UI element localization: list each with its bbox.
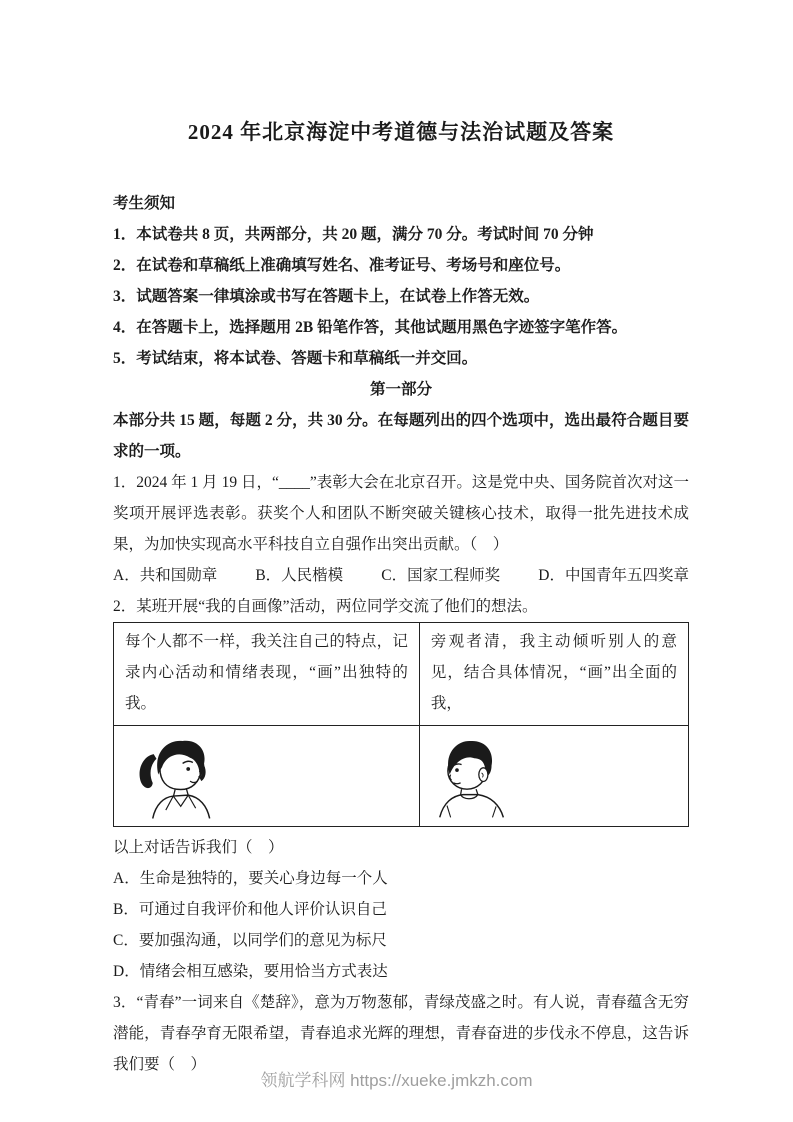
page-title: 2024 年北京海淀中考道德与法治试题及答案 bbox=[187, 120, 615, 144]
notice-item-2: 2．在试卷和草稿纸上准确填写姓名、准考证号、考场号和座位号。 bbox=[113, 257, 571, 274]
q1-option-d: D．中国青年五四奖章 bbox=[538, 567, 689, 584]
q2-table-left-image-cell bbox=[114, 726, 420, 827]
q2-table-left-text: 每个人都不一样，我关注自己的特点，记录内心活动和情绪表现，“画”出独特的我。 bbox=[114, 623, 420, 726]
q2-question: 以上对话告诉我们（ ） bbox=[113, 839, 284, 856]
q1-option-a: A．共和国勋章 bbox=[113, 567, 218, 584]
q1-stem: 1．2024 年 1 月 19 日，“____”表彰大会在北京召开。这是党中央、国务院首次对这一奖项开展评选表彰。获奖个人和团队不断突破关键核心技术，取得一批先进技术成果，为加快实现高水平科技自立自强作出突出贡献。（ ） bbox=[113, 474, 689, 553]
page-content bbox=[113, 0, 689, 1080]
notice-item-4: 4．在答题卡上，选择题用 2B 铅笔作答，其他试题用黑色字迹签字笔作答。 bbox=[113, 319, 628, 336]
q2-option-b: B．可通过自我评价和他人评价认识自己 bbox=[113, 901, 387, 918]
notice-item-3: 3．试题答案一律填涂或书写在答题卡上，在试卷上作答无效。 bbox=[113, 288, 540, 305]
q2-table-right-image-cell bbox=[419, 726, 688, 827]
notice-heading: 考生须知 bbox=[113, 195, 176, 212]
q2-option-d: D．情绪会相互感染，要用恰当方式表达 bbox=[113, 963, 388, 980]
q2-stem: 2．某班开展“我的自画像”活动，两位同学交流了他们的想法。 bbox=[113, 598, 538, 615]
q2-table-right-text: 旁观者清，我主动倾听别人的意见，结合具体情况，“画”出全面的我， bbox=[419, 623, 688, 726]
q1-options-row bbox=[113, 560, 689, 591]
q2-dialogue-table bbox=[113, 622, 689, 827]
notice-item-5: 5．考试结束，将本试卷、答题卡和草稿纸一并交回。 bbox=[113, 350, 478, 367]
part1-heading: 第一部分 bbox=[369, 381, 432, 398]
boy-portrait-illustration bbox=[427, 732, 527, 820]
q2-option-c: C．要加强沟通，以同学们的意见为标尺 bbox=[113, 932, 387, 949]
part1-intro: 本部分共 15 题，每题 2 分，共 30 分。在每题列出的四个选项中，选出最符合题目要求的一项。 bbox=[113, 412, 689, 460]
q2-option-a: A．生命是独特的，要关心身边每一个人 bbox=[113, 870, 388, 887]
q1-option-c: C．国家工程师奖 bbox=[381, 567, 501, 584]
q3-stem: 3．“青春”一词来自《楚辞》，意为万物葱郁，青绿茂盛之时。有人说，青春蕴含无穷潜能，青春孕育无限希望，青春追求光辉的理想，青春奋进的步伐永不停息，这告诉我们要（ ） bbox=[113, 994, 689, 1073]
footer-watermark: 领航学科网 https://xueke.jmkzh.com bbox=[260, 1071, 533, 1090]
girl-portrait-illustration bbox=[121, 731, 233, 821]
q1-option-b: B．人民楷模 bbox=[255, 567, 344, 584]
notice-item-1: 1．本试卷共 8 页，共两部分，共 20 题，满分 70 分。考试时间 70 分钟 bbox=[113, 226, 594, 243]
